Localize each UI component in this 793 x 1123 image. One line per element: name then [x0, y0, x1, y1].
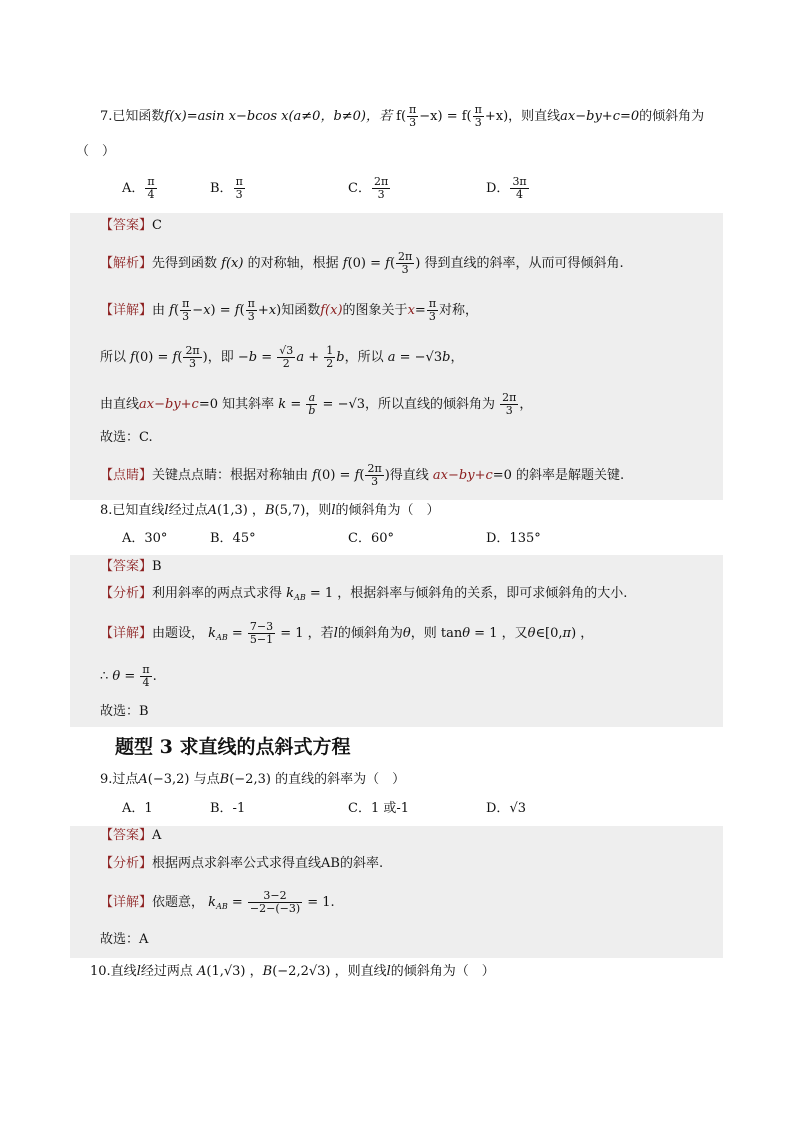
q7-selection: 故选：C.: [100, 430, 153, 445]
section-heading: 题型 3 求直线的点斜式方程: [115, 736, 351, 758]
q8-detail: 【详解】由题设， $k_{AB}$ = $\frac{7-3}{5-1}$ = 1 ，若l的倾斜角为θ，则 tanθ = 1 ，又θ∈[0,π) ，: [100, 620, 594, 646]
q7-key-point: 【点睛】关键点点睛：根据对称轴由 f(0) = f( $\frac{2\pi}{3}$ )得直线 ax−by+c=0 的斜率是解题关键.: [100, 462, 625, 488]
q10-stem: 10.直线l经过两点 A(1,√3) ，B(−2,2√3) ，则直线l的倾斜角为（ ）: [90, 964, 495, 979]
q7-detail-2: 所以 f(0) = f( $\frac{2\pi}{3}$ )，即 −b = $\frac{√3}{2}$ a + $\frac{1}{2}$ b，所以 a = −√3b，: [100, 344, 464, 370]
q7-analysis: 【解析】先得到函数 f(x) 的对称轴，根据 f(0) = f( $\frac{2\pi}{3}$ ) 得到直线的斜率，从而可得倾斜角.: [100, 250, 624, 276]
q9-detail: 【详解】依题意， $k_{AB}$ = $\frac{3-2}{-2-(-3)}$ = 1.: [100, 889, 335, 915]
q8-analysis: 【分析】利用斜率的两点式求得 $k_{AB} = 1$ ，根据斜率与倾斜角的关系，即可求倾斜角的大小.: [100, 586, 628, 602]
q7-choice-b[interactable]: B． $\frac{\pi}{3}$: [210, 175, 243, 201]
q7-answer: 【答案】C: [100, 218, 162, 233]
q7-detail-3: 由直线ax−by+c=0 知其斜率 k = $\frac{a}{b}$ = −√3，所以直线的倾斜角为 $\frac{2\pi}{3}$ ，: [100, 391, 533, 417]
q9-choice-a[interactable]: A．1: [122, 801, 153, 816]
q8-selection: 故选：B: [100, 704, 149, 719]
q7-paren: （ ）: [76, 144, 116, 159]
q8-stem: 8.已知直线l经过点A(1,3) ，B(5,7)，则l的倾斜角为（ ）: [100, 503, 440, 518]
q9-selection: 故选：A: [100, 932, 149, 947]
q8-choice-a[interactable]: A．30°: [122, 531, 168, 546]
q8-choice-d[interactable]: D．135°: [486, 531, 541, 546]
q8-detail-2: ∴ θ = $\frac{\pi}{4}$ .: [100, 663, 157, 689]
q7-choice-c[interactable]: C． $\frac{2\pi}{3}$: [348, 175, 389, 201]
q7-choice-d[interactable]: D． $\frac{3\pi}{4}$: [486, 175, 527, 201]
q9-analysis: 【分析】根据两点求斜率公式求得直线AB的斜率.: [100, 856, 384, 871]
q9-stem: 9.过点A(−3,2) 与点B(−2,3) 的直线的斜率为（ ）: [100, 772, 406, 787]
q9-answer: 【答案】A: [100, 828, 162, 843]
q7-choice-a[interactable]: A． $\frac{\pi}{4}$: [122, 175, 155, 201]
q7-detail-1: 【详解】由 f( $\frac{\pi}{3}$ −x) = f( $\frac{\pi}{3}$ +x)知函数f(x)的图象关于x= $\frac{\pi}{3}$ 对称，: [100, 297, 479, 323]
q8-choice-b[interactable]: B．45°: [210, 531, 256, 546]
q9-choice-c[interactable]: C．1 或-1: [348, 801, 410, 816]
q8-answer: 【答案】B: [100, 559, 162, 574]
q8-choice-c[interactable]: C．60°: [348, 531, 394, 546]
q7-stem: 7.已知函数f(x)=asin x−bcos x(a≠0，b≠0)，若 f( $\frac{\pi}{3}$ −x) = f( $\frac{\pi}{3}$ +x)，则直线ax−by+c=0的倾斜角为: [100, 103, 705, 129]
q9-choice-d[interactable]: D．√3: [486, 801, 526, 816]
q9-choice-b[interactable]: B．-1: [210, 801, 246, 816]
